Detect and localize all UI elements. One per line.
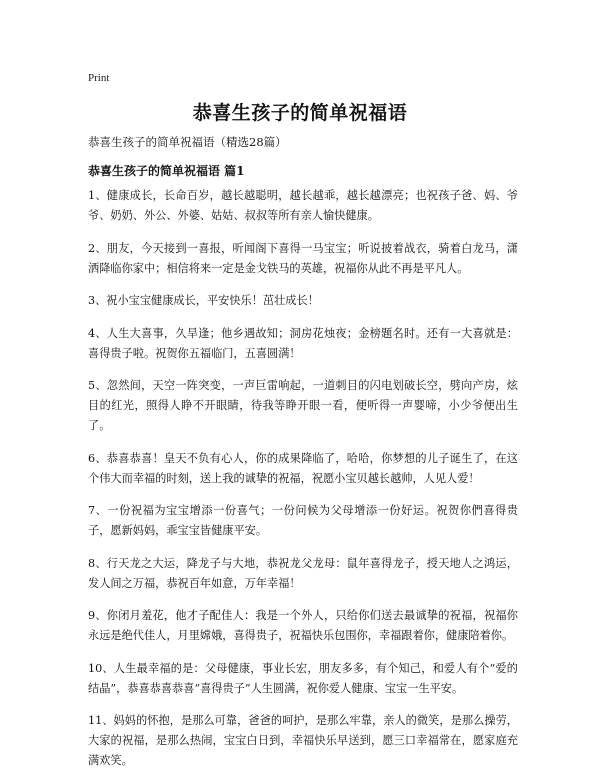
list-item: 10、人生最幸福的是：父母健康，事业长宏，朋友多多，有个知己，和爱人有个“爱的结晶”，恭喜恭喜恭喜“喜得贵子”人生圆满，祝你爱人健康、宝宝一生平安。: [88, 661, 518, 695]
list-item: 11、妈妈的怀抱，是那么可靠，爸爸的呵护，是那么牢靠，亲人的微笑，是那么操劳，大家的祝福，是那么热闹，宝宝白日到，幸福快乐早送到，愿三口幸福常在，愿家庭充满欢笑。: [88, 714, 518, 767]
blessing-list: [88, 186, 518, 784]
list-item: 6、恭喜恭喜！皇天不负有心人，你的成果降临了，哈哈，你梦想的儿子诞生了，在这个伟大而幸福的时刻，送上我的诚挚的祝福，祝愿小宝贝越长越帅，人见人爱！: [88, 451, 518, 485]
list-item: 9、你闭月羞花，他才子配佳人：我是一个外人，只给你们送去最诚挚的祝福，祝福你永远是绝代佳人，月里嫦娥，喜得贵子，祝福快乐包围你，幸福跟着你，健康陪着你。: [88, 609, 518, 642]
list-item: 4、人生大喜事，久旱逢；他乡遇故知；洞房花烛夜；金榜题名时。还有一大喜就是：喜得贵子啦。祝贺你五福临门，五喜圆满！: [88, 326, 518, 360]
list-item: 2、朋友，今天接到一喜报，听闻阁下喜得一马宝宝；听说披着战衣，骑着白龙马，潇洒降临你家中；相信将来一定是金戈铁马的英雄，祝福你从此不再是平凡人。: [88, 241, 518, 275]
page-title: 恭喜生孩子的简单祝福语: [192, 102, 408, 124]
print-label[interactable]: Print: [88, 72, 110, 84]
doc-subtitle: 恭喜生孩子的简单祝福语（精选28篇）: [88, 135, 287, 149]
list-item: 3、祝小宝宝健康成长，平安快乐！茁壮成长！: [88, 294, 319, 307]
section-heading: 恭喜生孩子的简单祝福语 篇1: [88, 164, 245, 178]
list-item: 8、行天龙之大运，降龙子与大地，恭祝龙父龙母：鼠年喜得龙子，授天地人之鸿运，发人间之万福，恭祝百年如意，万年幸福！: [88, 556, 518, 590]
list-item: 1、健康成长，长命百岁，越长越聪明，越长越乖，越长越漂亮；也祝孩子爸、妈、爷爷、奶奶、外公、外婆、姑姑、叔叔等所有亲人愉快健康。: [88, 189, 518, 222]
list-item: 7、一份祝福为宝宝增添一份喜气；一份问候为父母增添一份好运。祝贺你們喜得贵子，愿新妈妈，乖宝宝皆健康平安。: [88, 504, 518, 537]
list-item: 5、忽然间，天空一阵突变，一声巨雷响起，一道刺目的闪电划破长空，劈向产房，炫目的红光，照得人睁不开眼睛，待我等睁开眼一看，便听得一声婴啼，小少爷便出生了。: [88, 379, 518, 432]
